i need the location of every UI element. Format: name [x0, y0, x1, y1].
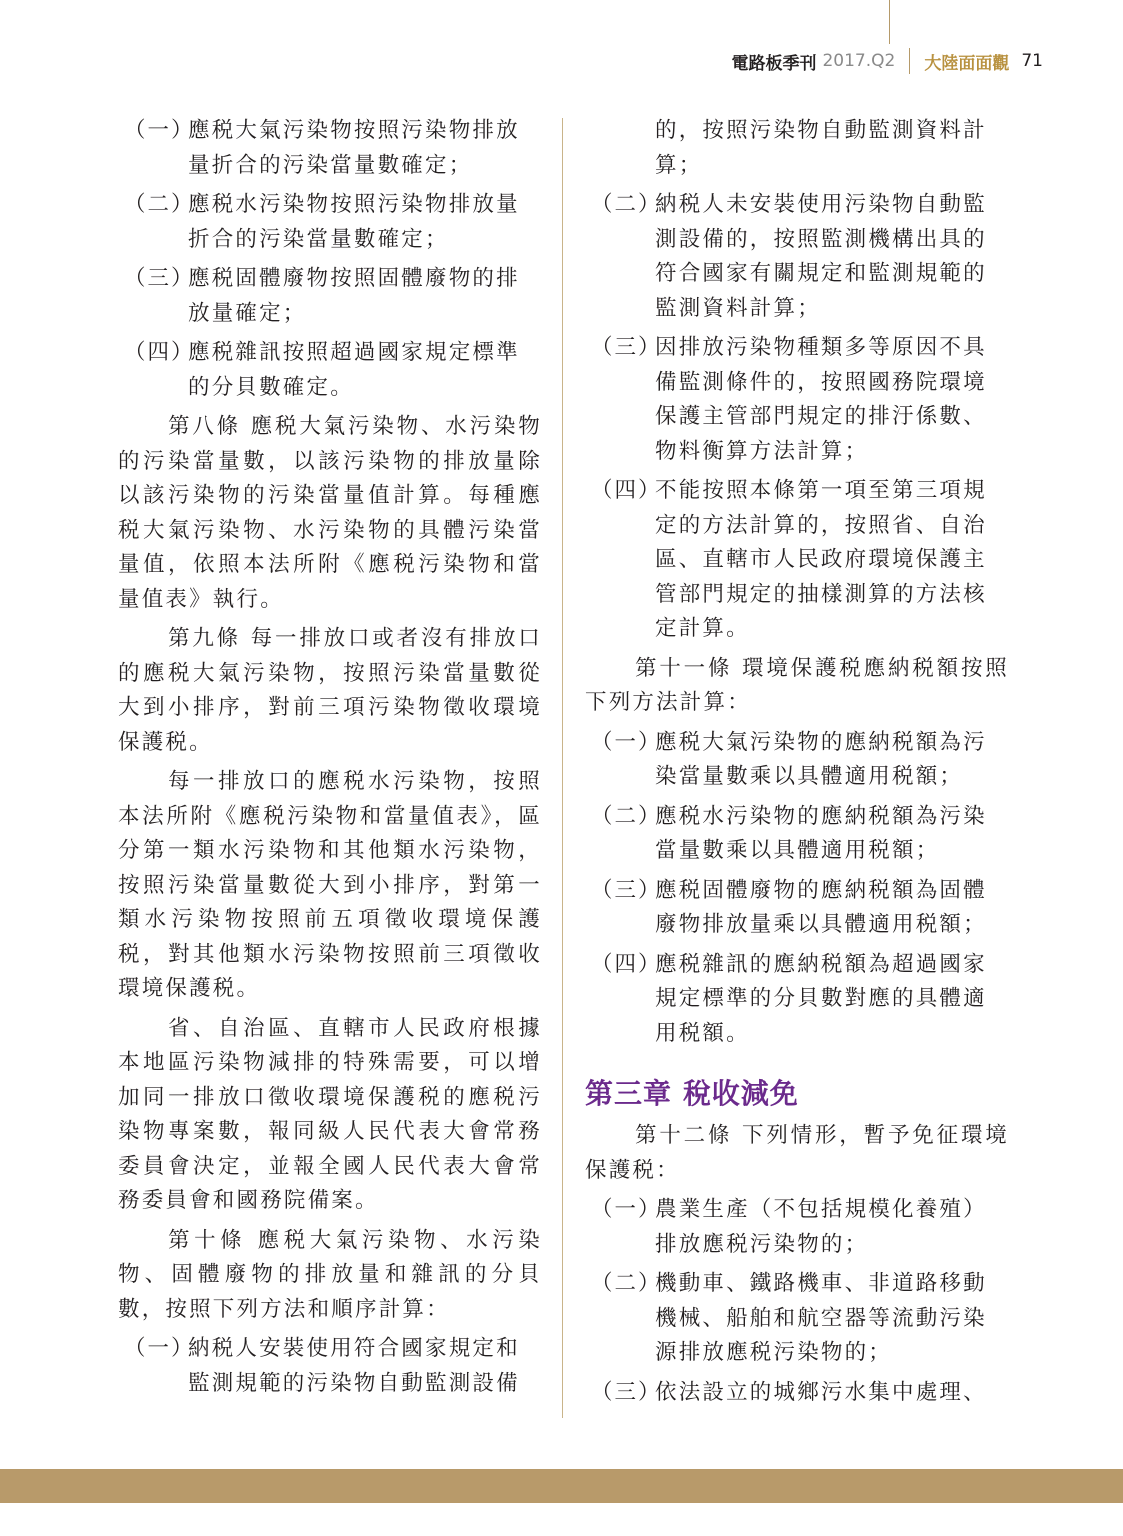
list-item-text: 應税雜訊的應納税額為超過國家規定標準的分貝數對應的具體適用税額。 — [655, 951, 987, 1046]
list-item-text: 應税大氣污染物的應納税額為污染當量數乘以具體適用税額； — [655, 729, 987, 789]
list-item — [118, 262, 542, 331]
list-item-text: 應税大氣污染物按照污染物排放量折合的污染當量數確定； — [188, 118, 520, 178]
list-item — [585, 331, 1009, 469]
right-column — [585, 114, 1009, 1415]
header-top-rule — [889, 0, 890, 44]
list-item — [585, 1376, 1009, 1411]
paragraph: 第十二條 下列情形，暫予免征環境保護税： — [585, 1123, 1009, 1183]
list-item — [585, 1193, 1009, 1262]
list-item — [118, 114, 542, 183]
list-item-text: 的，按照污染物自動監測資料計算； — [655, 118, 987, 178]
list-item-number: （一） — [124, 118, 195, 143]
paragraph: 第十條 應税大氣污染物、水污染物、固體廢物的排放量和雜訊的分貝數，按照下列方法和順序計算： — [118, 1227, 542, 1322]
chapter-heading: 第三章 稅收減免 — [585, 1077, 799, 1110]
list-item-number: （三） — [124, 266, 195, 291]
list-item-number: （二） — [124, 192, 195, 217]
list-item-number: （三） — [591, 335, 662, 360]
footer-bar — [0, 1469, 1123, 1503]
section-title: 大陸面面觀 — [924, 53, 1010, 74]
left-column — [118, 114, 542, 1406]
list-item — [585, 188, 1009, 326]
column-divider — [562, 118, 563, 1418]
list-item-number: （四） — [591, 951, 662, 977]
list-item-text: 納税人安裝使用符合國家規定和監測規範的污染物自動監測設備 — [188, 1336, 520, 1396]
list-item — [585, 726, 1009, 795]
list-item-text: 應税雜訊按照超過國家規定標準的分貝數確定。 — [188, 340, 520, 400]
list-item-number: （二） — [591, 803, 662, 829]
list-item-text: 不能按照本條第一項至第三項規定的方法計算的，按照省、自治區、直轄市人民政府環境保護主管部門規定的抽樣測算的方法核定計算。 — [655, 478, 987, 641]
list-item — [118, 188, 542, 257]
list-item-text: 應税水污染物的應納税額為污染當量數乘以具體適用税額； — [655, 803, 987, 863]
page-header — [731, 46, 1043, 76]
list-item-text: 納税人未安裝使用污染物自動監測設備的，按照監測機構出具的符合國家有關規定和監測規範的監測資料計算； — [655, 192, 987, 321]
list-item-number: （四） — [591, 478, 662, 503]
list-item — [585, 474, 1009, 647]
list-item-text: 應税水污染物按照污染物排放量折合的污染當量數確定； — [188, 192, 520, 252]
list-item-number: （三） — [591, 1379, 662, 1405]
list-item-text: 機動車、鐵路機車、非道路移動機械、船舶和航空器等流動污染源排放應税污染物的； — [655, 1271, 987, 1365]
list-item-text: 依法設立的城鄉污水集中處理、 — [655, 1379, 987, 1405]
paragraph: 第十一條 環境保護税應納税額按照下列方法計算： — [585, 655, 1009, 715]
paragraph: 省、自治區、直轄市人民政府根據本地區污染物減排的特殊需要，可以增加同一排放口徵收環境保護税的應税污染物專案數，報同級人民代表大會常務委員會決定，並報全國人民代表大會常務委員會和國務院備案。 — [118, 1015, 542, 1213]
list-item-text: 因排放污染物種類多等原因不具備監測條件的，按照國務院環境保護主管部門規定的排汙係數、物料衡算方法計算； — [655, 335, 987, 464]
paragraph: 第九條 每一排放口或者沒有排放口的應税大氣污染物，按照污染當量數從大到小排序，對前三項污染物徵收環境保護税。 — [118, 626, 542, 755]
list-item — [585, 948, 1009, 1052]
header-divider — [909, 48, 910, 74]
paragraph: 第八條 應税大氣污染物、水污染物的污染當量數，以該污染物的排放量除以該污染物的污染當量值計算。每種應税大氣污染物、水污染物的具體污染當量值，依照本法所附《應税污染物和當量值表》執行。 — [118, 414, 542, 612]
magazine-name: 電路板季刊 — [731, 53, 817, 74]
list-item-text: 應税固體廢物的應納税額為固體廢物排放量乘以具體適用税額； — [655, 877, 987, 937]
paragraph: 每一排放口的應税水污染物，按照本法所附《應税污染物和當量值表》，區分第一類水污染物和其他類水污染物，按照污染當量數從大到小排序，對第一類水污染物按照前五項徵收環境保護税，對其他類水污染物按照前三項徵收環境保護税。 — [118, 769, 542, 1001]
list-item — [585, 114, 1009, 183]
page-number: 71 — [1021, 51, 1043, 71]
list-item-text: 農業生產（不包括規模化養殖）排放應税污染物的； — [655, 1197, 987, 1257]
list-item-number: （一） — [591, 1197, 662, 1222]
list-item — [118, 336, 542, 405]
list-item-number: （二） — [591, 192, 662, 217]
list-item — [585, 1267, 1009, 1371]
list-item-number: （四） — [124, 340, 195, 365]
list-item — [585, 800, 1009, 869]
list-item-number: （一） — [591, 729, 662, 755]
list-item — [585, 874, 1009, 943]
list-item-text: 應税固體廢物按照固體廢物的排放量確定； — [188, 266, 520, 326]
list-item — [118, 1332, 542, 1401]
list-item-number: （三） — [591, 877, 662, 903]
list-item-number: （一） — [124, 1336, 195, 1361]
list-item-number: （二） — [591, 1271, 662, 1296]
issue-label: 2017.Q2 — [822, 51, 896, 71]
